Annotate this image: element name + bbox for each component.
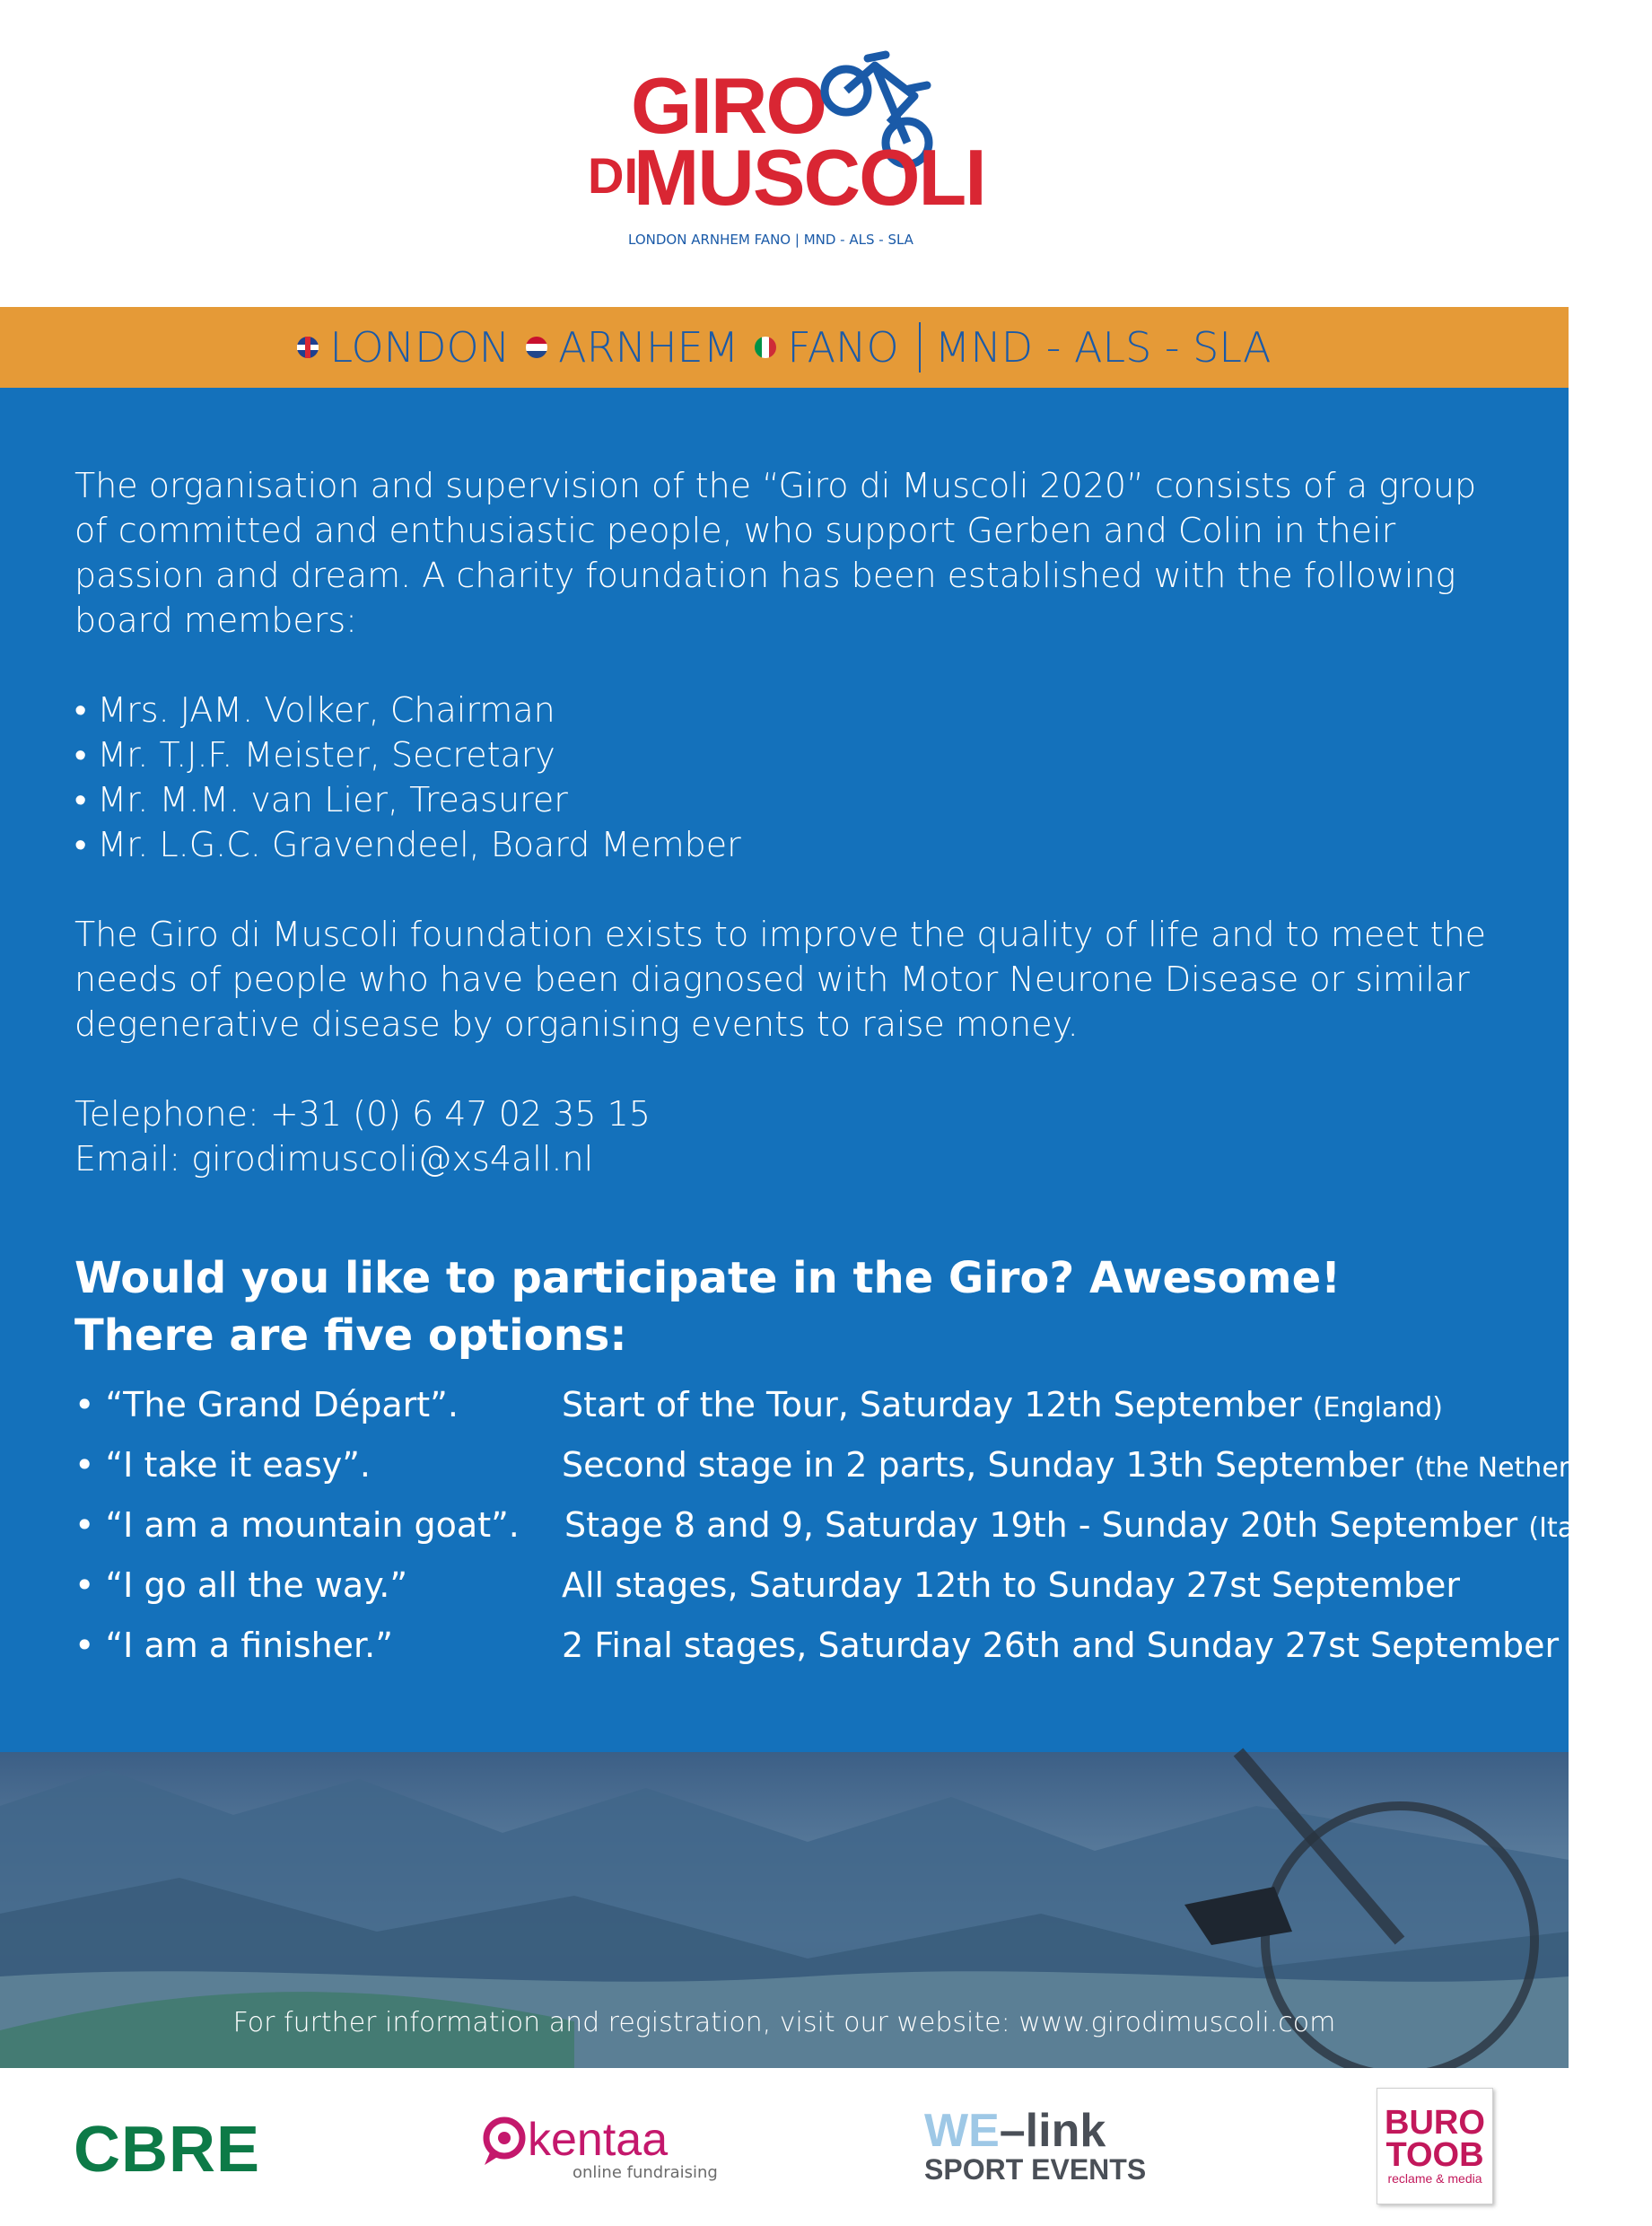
mission-paragraph: The Giro di Muscoli foundation exists to improve the quality of life and to meet the needs of people who have been diagnosed with Motor Neurone Disease or similar degenerative disease by organising events to raise money. <box>74 915 1487 1044</box>
option-country: (the Netherlands) <box>1414 1452 1652 1484</box>
option-row <box>74 1563 1546 1623</box>
welink-we: WE <box>924 2105 1000 2157</box>
diseases-label: MND - ALS - SLA <box>934 323 1272 372</box>
intro-paragraph: The organisation and supervision of the “Giro di Muscoli 2020” consists of a group of committed and enthusiastic people, who support Gerben and Colin in their passion and dream. A charity foundation has been established with the following board members: <box>74 466 1477 640</box>
burotoob-subtitle: reclame & media <box>1387 2171 1482 2186</box>
website-info: For further information and registration, visit our website: www.girodimuscoli.com <box>232 2007 1336 2038</box>
heading-line-2: There are five options: <box>74 1310 627 1361</box>
option-name: • “I am a mountain goat”. <box>74 1505 520 1545</box>
option-description <box>562 1623 1649 1671</box>
sponsors-bar <box>0 2068 1569 2226</box>
option-description <box>564 1503 1608 1551</box>
options-list <box>74 1382 1652 1683</box>
option-desc-text: All stages, Saturday 12th to Sunday 27st September <box>562 1565 1461 1605</box>
logo-muscoli-text: MUSCOLI <box>634 133 985 222</box>
locations-band <box>0 307 1569 388</box>
list-item: • Mr. L.G.C. Gravendeel, Board Member <box>74 825 741 864</box>
option-name: • “I am a finisher.” <box>74 1626 393 1665</box>
logo <box>0 0 1569 307</box>
kentaa-chat-icon <box>483 2116 528 2167</box>
option-desc-text: Stage 8 and 9, Saturday 19th - Sunday 20th September <box>564 1505 1518 1545</box>
welink-logo <box>924 2105 1147 2186</box>
option-description <box>562 1382 1443 1431</box>
kentaa-logo <box>483 2114 718 2182</box>
list-item: • Mr. M.M. van Lier, Treasurer <box>74 780 568 819</box>
option-country: (Italy) <box>1528 1512 1608 1544</box>
welink-wordmark <box>924 2105 1146 2157</box>
buro-text: BURO <box>1385 2104 1485 2142</box>
kentaa-subtitle: online fundraising <box>573 2163 718 2182</box>
option-row <box>74 1382 1546 1442</box>
option-row <box>74 1503 1608 1563</box>
burotoob-logo <box>1377 2088 1493 2204</box>
cycling-photo <box>0 1752 1569 2068</box>
option-description <box>562 1563 1460 1611</box>
band-divider <box>919 322 921 372</box>
logo-giro-text: GIRO <box>631 61 826 150</box>
option-name: • “I go all the way.” <box>74 1565 408 1605</box>
city-arnhem: ARNHEM <box>558 323 739 372</box>
kentaa-wordmark: kentaa <box>528 2114 669 2166</box>
option-country: (England) <box>1312 1392 1443 1424</box>
option-name: • “The Grand Départ”. <box>74 1385 459 1424</box>
city-fano: FANO <box>787 323 899 372</box>
board-members-list <box>74 688 1510 867</box>
option-description <box>562 1442 1652 1491</box>
italy-flag-icon <box>755 337 776 358</box>
list-item: • Mrs. JAM. Volker, Chairman <box>74 690 555 730</box>
options-heading <box>74 1249 1341 1364</box>
welink-subtitle: SPORT EVENTS <box>924 2153 1147 2186</box>
option-row <box>74 1623 1649 1683</box>
uk-flag-icon <box>297 337 319 358</box>
option-country: (Italy) <box>1569 1633 1649 1664</box>
netherlands-flag-icon <box>526 337 547 358</box>
option-name: • “I take it easy”. <box>74 1445 371 1485</box>
toob-text: TOOB <box>1385 2136 1484 2174</box>
contact-block <box>74 1091 1510 1181</box>
logo-tagline: LONDON ARNHEM FANO | MND - ALS - SLA <box>628 232 913 248</box>
option-desc-text: Second stage in 2 parts, Sunday 13th September <box>562 1445 1404 1485</box>
option-desc-text: Start of the Tour, Saturday 12th September <box>562 1385 1302 1424</box>
city-london: LONDON <box>329 323 511 372</box>
email-link[interactable]: Email: girodimuscoli@xs4all.nl <box>74 1139 594 1179</box>
welink-link: –link <box>999 2105 1106 2157</box>
logo-di-text: DI <box>588 147 638 204</box>
telephone: Telephone: +31 (0) 6 47 02 35 15 <box>74 1094 651 1134</box>
heading-line-1: Would you like to participate in the Giro? Awesome! <box>74 1253 1342 1303</box>
option-desc-text: 2 Final stages, Saturday 26th and Sunday 27st September <box>562 1626 1560 1665</box>
burotoob-wordmark <box>1377 2104 1492 2174</box>
option-row <box>74 1442 1652 1503</box>
main-content <box>0 388 1652 1752</box>
cbre-logo: CBRE <box>74 2114 261 2186</box>
list-item: • Mr. T.J.F. Meister, Secretary <box>74 735 555 775</box>
